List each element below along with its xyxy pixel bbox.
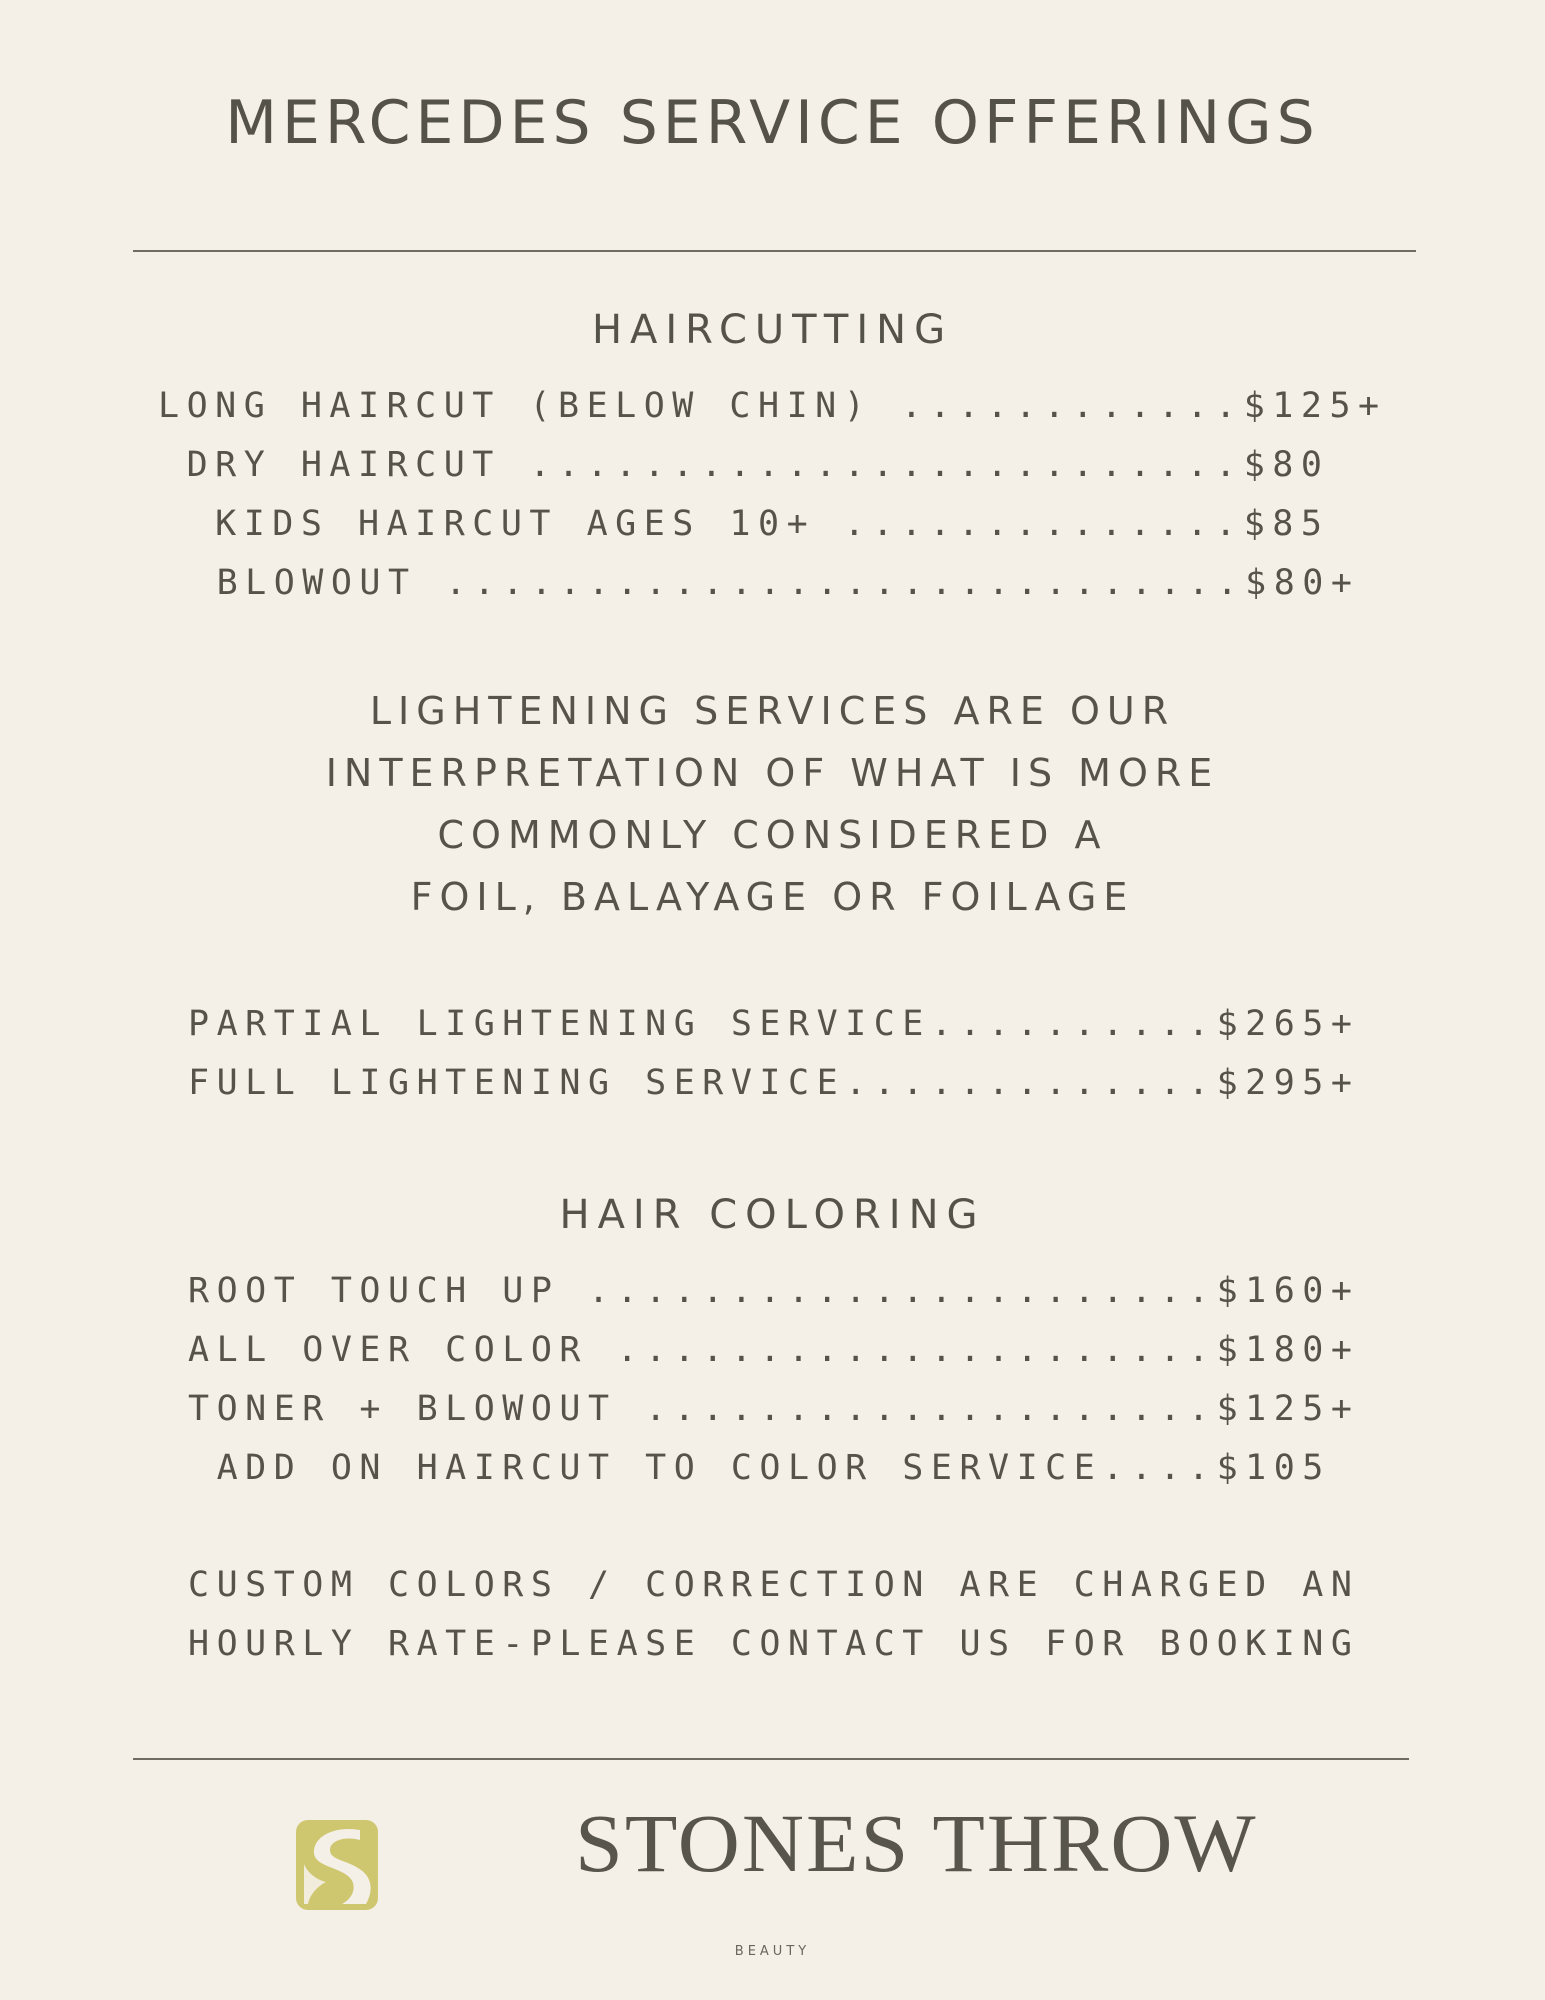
list-item: ALL OVER COLOR .....................$180+ [188, 1330, 1360, 1370]
haircutting-heading: HAIRCUTTING [591, 307, 954, 353]
top-divider [133, 250, 1416, 252]
bottom-divider [133, 1758, 1409, 1760]
brand-subtitle: BEAUTY [734, 1944, 811, 1959]
policy-line: CUSTOM COLORS / CORRECTION ARE CHARGED AN [188, 1565, 1360, 1605]
page-title: MERCEDES SERVICE OFFERINGS [225, 88, 1320, 158]
note-line: INTERPRETATION OF WHAT IS MORE [325, 751, 1220, 795]
list-item: KIDS HAIRCUT AGES 10+ ..............$85 [158, 504, 1330, 544]
note-line: COMMONLY CONSIDERED A [437, 813, 1108, 857]
list-item: LONG HAIRCUT (BELOW CHIN) ............$125+ [158, 386, 1387, 426]
haircutting-price-list [158, 377, 1387, 613]
list-item: TONER + BLOWOUT ....................$125+ [188, 1389, 1360, 1429]
hair-coloring-heading: HAIR COLORING [559, 1192, 986, 1238]
custom-color-policy [188, 1556, 1359, 1674]
hair-coloring-price-list [188, 1262, 1359, 1498]
policy-line: HOURLY RATE-PLEASE CONTACT US FOR BOOKING [188, 1624, 1360, 1664]
list-item: BLOWOUT ............................$80+ [188, 563, 1360, 603]
brand-name: STONES THROW [575, 1797, 1258, 1890]
list-item: ROOT TOUCH UP ......................$160+ [188, 1271, 1360, 1311]
stones-throw-s-logo-icon [296, 1820, 378, 1910]
note-line: FOIL, BALAYAGE OR FOILAGE [410, 875, 1135, 919]
lightening-price-list [188, 995, 1359, 1113]
list-item: DRY HAIRCUT .........................$80 [158, 445, 1330, 485]
lightening-note [0, 680, 1545, 928]
list-item: ADD ON HAIRCUT TO COLOR SERVICE....$105 [188, 1448, 1331, 1488]
list-item: PARTIAL LIGHTENING SERVICE..........$265+ [188, 1004, 1360, 1044]
list-item: FULL LIGHTENING SERVICE.............$295+ [188, 1063, 1360, 1103]
note-line: LIGHTENING SERVICES ARE OUR [369, 689, 1176, 733]
